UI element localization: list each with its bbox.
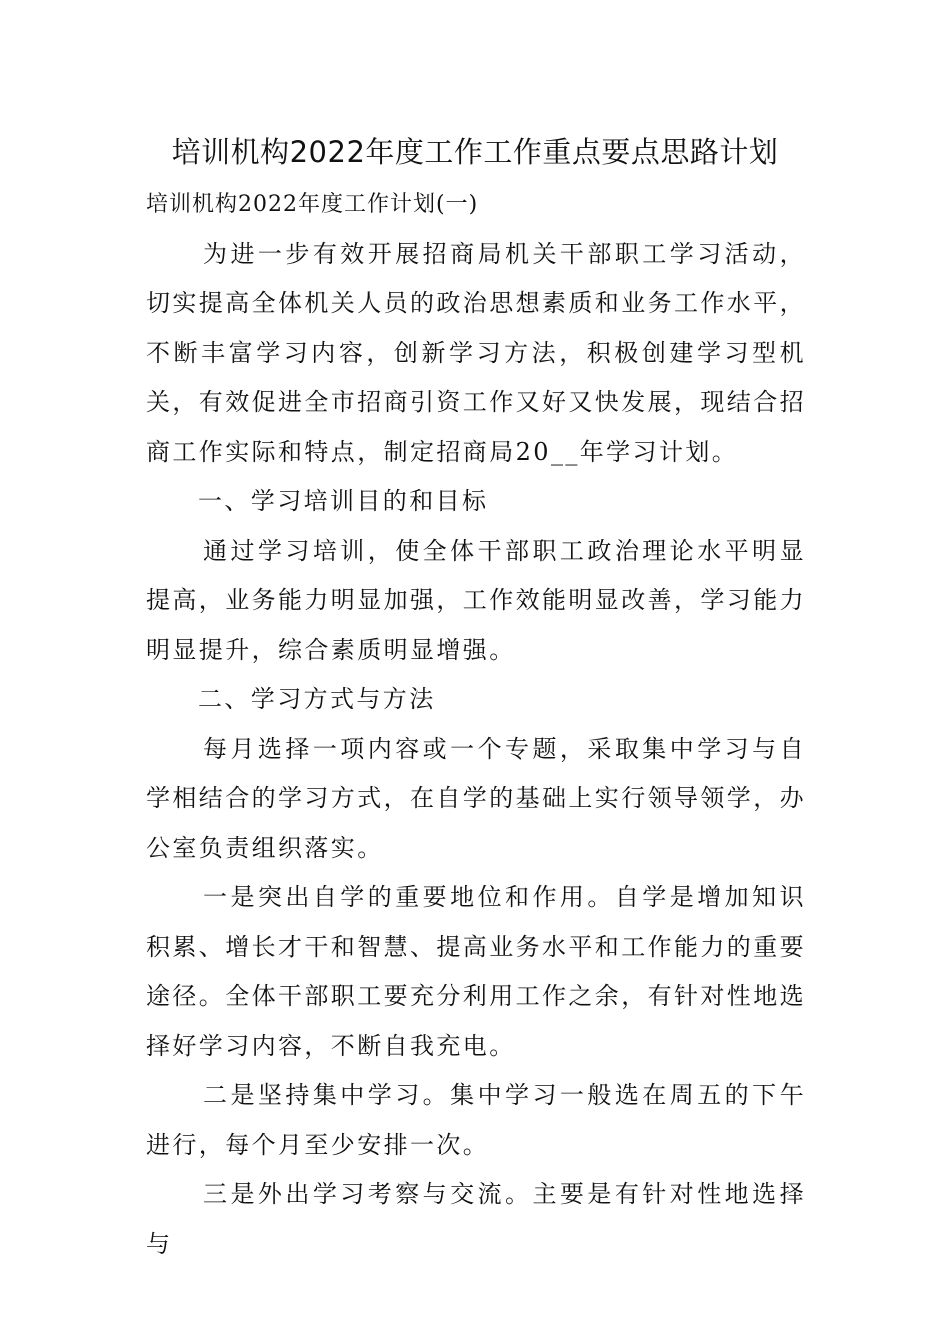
- paragraph-methods: 每月选择一项内容或一个专题，采取集中学习与自学相结合的学习方式，在自学的基础上实行领导领学，办公室负责组织落实。: [146, 734, 806, 862]
- section-heading-methods: 二、学习方式与方法: [198, 685, 436, 713]
- document-subtitle: 培训机构2022年度工作计划(一): [146, 192, 479, 217]
- paragraph-intro: 为进一步有效开展招商局机关干部职工学习活动，切实提高全体机关人员的政治思想素质和业务工作水平，不断丰富学习内容，创新学习方法，积极创建学习型机关，有效促进全市招商引资工作又好又快发展，现结合招商工作实际和特点，制定招商局20__年学习计划。: [146, 239, 806, 466]
- document-body: [146, 180, 806, 1269]
- paragraph-group-study: 二是坚持集中学习。集中学习一般选在周五的下午进行，每个月至少安排一次。: [146, 1081, 806, 1159]
- paragraph-external-study: 三是外出学习考察与交流。主要是有针对性地选择与: [146, 1180, 806, 1258]
- document-title: 培训机构2022年度工作工作重点要点思路计划: [171, 135, 779, 169]
- paragraph-goals: 通过学习培训，使全体干部职工政治理论水平明显提高，业务能力明显加强，工作效能明显改善，学习能力明显提升，综合素质明显增强。: [146, 536, 806, 664]
- paragraph-self-study: 一是突出自学的重要地位和作用。自学是增加知识积累、增长才干和智慧、提高业务水平和工作能力的重要途径。全体干部职工要充分利用工作之余，有针对性地选择好学习内容，不断自我充电。: [146, 883, 806, 1060]
- section-heading-goals: 一、学习培训目的和目标: [198, 487, 489, 515]
